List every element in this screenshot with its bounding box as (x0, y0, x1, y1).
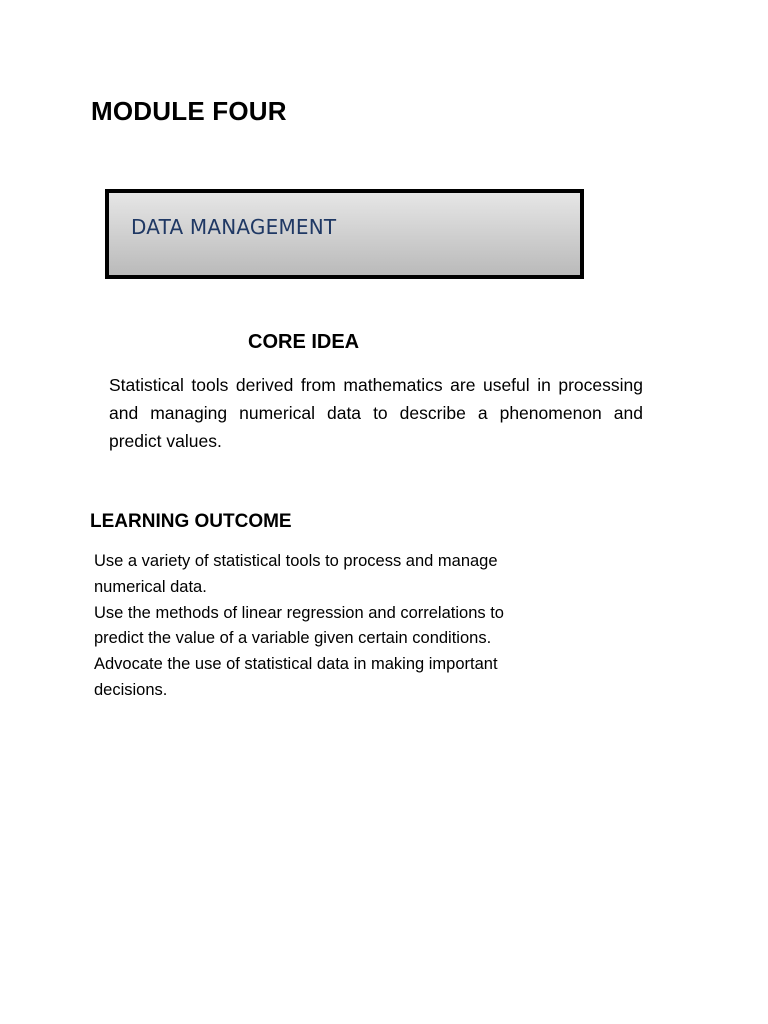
learning-outcome-line: Use a variety of statistical tools to process and manage (94, 552, 498, 570)
learning-outcome-line: Use the methods of linear regression and correlations to (94, 603, 504, 622)
learning-outcome-heading: LEARNING OUTCOME (90, 511, 292, 532)
learning-outcome-line: Advocate the use of statistical data in making important (94, 655, 498, 674)
core-idea-heading: CORE IDEA (248, 331, 360, 353)
topic-title: DATA MANAGEMENT (131, 215, 337, 239)
learning-outcome-line: numerical data. (94, 577, 207, 596)
learning-outcome-text (94, 549, 564, 704)
core-idea-text: Statistical tools derived from mathematics are useful in processing and managing numerical data to describe a phenomenon and predict values. (109, 375, 643, 451)
topic-box (105, 189, 584, 279)
learning-outcome-line: predict the value of a variable given certain conditions. (94, 629, 492, 648)
module-heading: MODULE FOUR (91, 96, 287, 126)
learning-outcome-line: decisions. (94, 680, 168, 699)
